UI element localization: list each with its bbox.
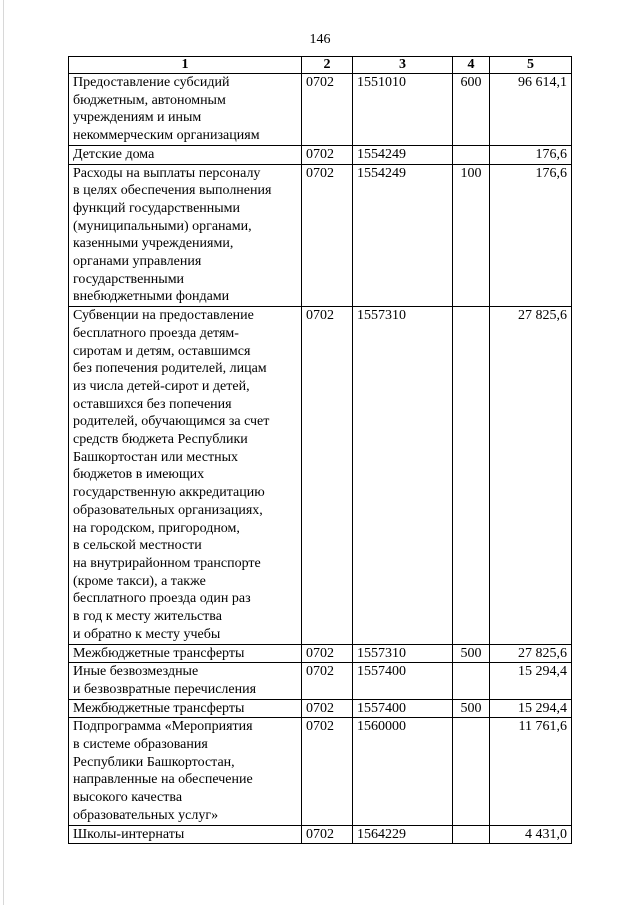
row-section: 0702 bbox=[302, 699, 353, 718]
row-amount: 176,6 bbox=[490, 164, 572, 307]
table-row bbox=[69, 644, 572, 663]
row-amount: 96 614,1 bbox=[490, 74, 572, 146]
row-section: 0702 bbox=[302, 307, 353, 644]
table-row bbox=[69, 825, 572, 844]
header-col-4: 4 bbox=[453, 57, 490, 74]
row-amount: 15 294,4 bbox=[490, 663, 572, 699]
row-name: Подпрограмма «Мероприятия в системе образования Республики Башкортостан, направленные на обеспечение высокого качества образовательных услуг» bbox=[69, 718, 302, 825]
header-col-1: 1 bbox=[69, 57, 302, 74]
row-section: 0702 bbox=[302, 718, 353, 825]
row-name: Школы-интернаты bbox=[69, 825, 302, 844]
row-type bbox=[453, 145, 490, 164]
row-type bbox=[453, 718, 490, 825]
table-row bbox=[69, 74, 572, 146]
budget-table bbox=[68, 56, 572, 844]
row-name: Иные безвозмездные и безвозвратные перечисления bbox=[69, 663, 302, 699]
row-amount: 4 431,0 bbox=[490, 825, 572, 844]
page-number: 146 bbox=[309, 32, 331, 47]
row-name: Межбюджетные трансферты bbox=[69, 699, 302, 718]
row-code: 1557310 bbox=[353, 644, 453, 663]
row-section: 0702 bbox=[302, 663, 353, 699]
row-amount: 27 825,6 bbox=[490, 307, 572, 644]
row-name: Межбюджетные трансферты bbox=[69, 644, 302, 663]
row-amount: 11 761,6 bbox=[490, 718, 572, 825]
row-type: 500 bbox=[453, 644, 490, 663]
row-type bbox=[453, 825, 490, 844]
row-name: Предоставление субсидий бюджетным, автономным учреждениям и иным некоммерческим организациям bbox=[69, 74, 302, 146]
row-code: 1557400 bbox=[353, 663, 453, 699]
table-row bbox=[69, 699, 572, 718]
table-row bbox=[69, 164, 572, 307]
row-section: 0702 bbox=[302, 74, 353, 146]
row-type: 500 bbox=[453, 699, 490, 718]
table-row bbox=[69, 307, 572, 644]
row-type: 100 bbox=[453, 164, 490, 307]
row-amount: 176,6 bbox=[490, 145, 572, 164]
row-name: Расходы на выплаты персоналу в целях обеспечения выполнения функций государственными (муниципальными) органами, казенными учреждениями, органами управления государственными внебюджетными фондами bbox=[69, 164, 302, 307]
row-type bbox=[453, 663, 490, 699]
row-section: 0702 bbox=[302, 825, 353, 844]
row-code: 1554249 bbox=[353, 145, 453, 164]
row-code: 1557400 bbox=[353, 699, 453, 718]
row-section: 0702 bbox=[302, 145, 353, 164]
header-col-2: 2 bbox=[302, 57, 353, 74]
row-code: 1554249 bbox=[353, 164, 453, 307]
table-row bbox=[69, 145, 572, 164]
row-section: 0702 bbox=[302, 164, 353, 307]
row-code: 1557310 bbox=[353, 307, 453, 644]
row-code: 1560000 bbox=[353, 718, 453, 825]
table-row bbox=[69, 718, 572, 825]
row-type bbox=[453, 307, 490, 644]
row-code: 1564229 bbox=[353, 825, 453, 844]
row-code: 1551010 bbox=[353, 74, 453, 146]
table-header-row bbox=[69, 57, 572, 74]
row-amount: 27 825,6 bbox=[490, 644, 572, 663]
header-col-3: 3 bbox=[353, 57, 453, 74]
row-amount: 15 294,4 bbox=[490, 699, 572, 718]
header-col-5: 5 bbox=[490, 57, 572, 74]
row-name: Субвенции на предоставление бесплатного проезда детям- сиротам и детям, оставшимся без попечения родителей, лицам из числа детей-сирот и детей, оставшихся без попечения родителей, обучающимся за счет средств бюджета Республики Башкортостан или местных бюджетов в имеющих государственную аккредитацию образовательных организациях, на городском, пригородном, в сельской местности на внутрирайонном транспорте (кроме такси), а также бесплатного проезда один раз в год к месту жительства и обратно к месту учебы bbox=[69, 307, 302, 644]
row-section: 0702 bbox=[302, 644, 353, 663]
row-name: Детские дома bbox=[69, 145, 302, 164]
table-row bbox=[69, 663, 572, 699]
row-type: 600 bbox=[453, 74, 490, 146]
scan-edge-line bbox=[3, 0, 4, 905]
